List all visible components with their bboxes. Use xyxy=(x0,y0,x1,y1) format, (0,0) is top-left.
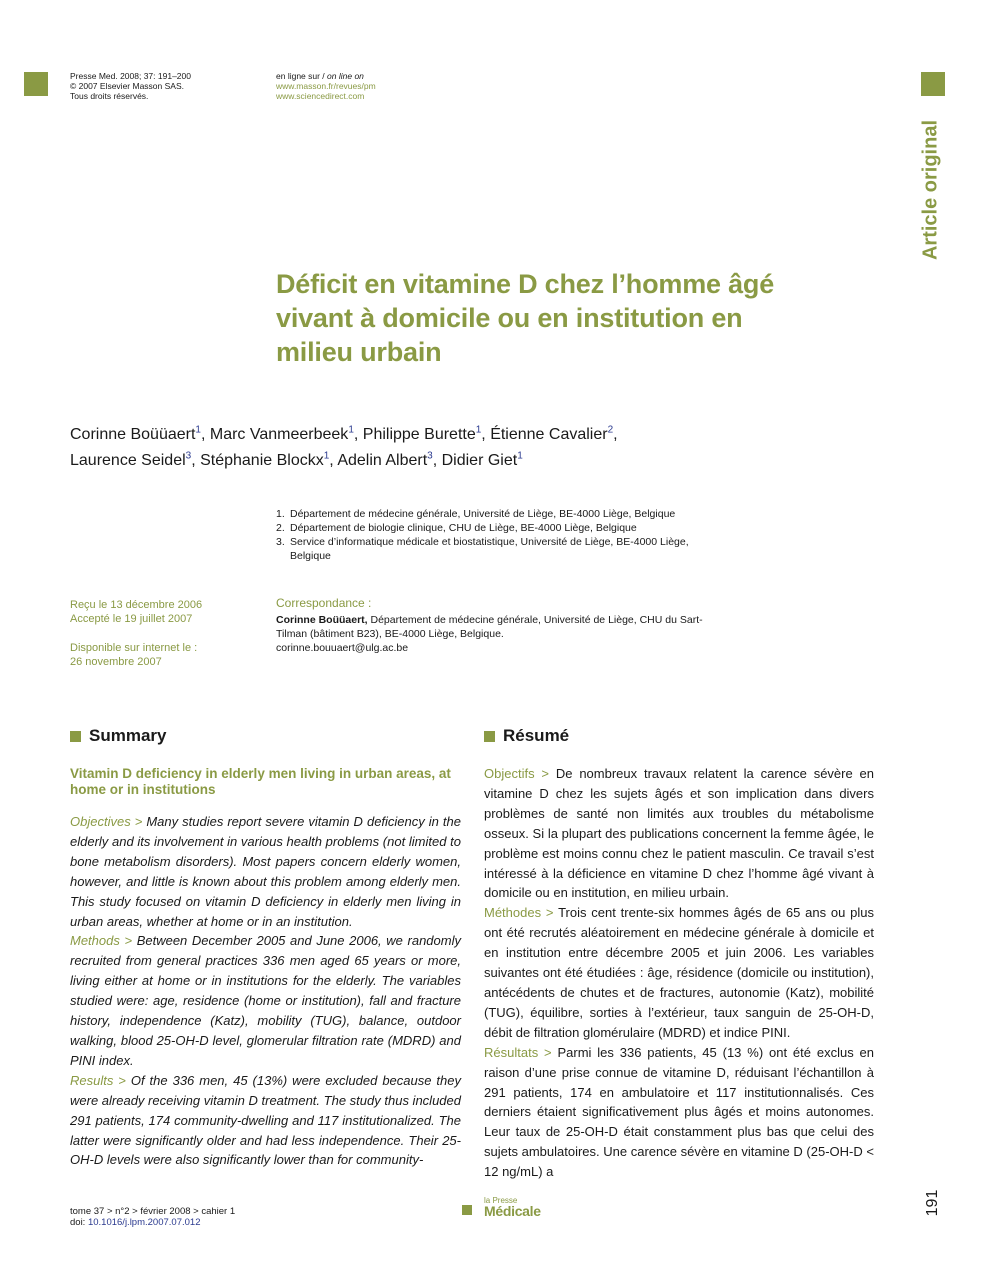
online-date: 26 novembre 2007 xyxy=(70,656,162,668)
journal-line: © 2007 Elsevier Masson SAS. xyxy=(70,81,184,91)
section-label-container xyxy=(906,120,956,260)
journal-info xyxy=(70,71,250,101)
received-date: Reçu le 13 décembre 2006 xyxy=(70,599,203,611)
logo-small-text: la Presse xyxy=(484,1196,518,1205)
online-italic: on line on xyxy=(327,71,364,81)
resume-paragraph: Méthodes > Trois cent trente-six hommes âgés de 65 ans ou plus ont été recrutés aléatoirement en médecine générale à domicile et en institution entre décembre 2005 et juin 2006. Les variables suivantes ont été étudiées : âge, résidence (domicile ou institution), antécédents de chutes et de fractures, autonomie (Katz), mobilité (TUG), équilibre, sorties à l’extérieur, taux sanguin de 25-OH-D, débit de filtration glomérulaire (MDRD) et indice PINI. xyxy=(484,905,875,1040)
correspondence-address: Département de médecine générale, Université de Liège, CHU du Sart-Tilman (bâtiment B23), BE-4000 Liège, Belgique. xyxy=(276,614,703,640)
summary-heading: Summary xyxy=(70,726,166,746)
author: Philippe Burette$^1$, xyxy=(362,425,491,444)
author: Étienne Cavalier$^2$, xyxy=(490,425,618,444)
resume-paragraph: Objectifs > De nombreux travaux relatent la carence sévère en vitamine D chez les sujets âgés et son implication dans divers problèmes de santé non limités aux troubles du métabolisme osseux. Si la plupart des publications concernent la femme âgée, le problème est moins connu chez le patient masculin. Ce travail s’est intéressé à la déficience en vitamine D chez l’homme âgé vivant à domicile ou en institution, en milieu urbain. xyxy=(484,766,875,901)
correspondence-email[interactable]: corinne.bouuaert@ulg.ac.be xyxy=(276,642,409,654)
correspondence-name: Corinne Boüüaert, xyxy=(276,614,368,626)
author: Adelin Albert$^3$, xyxy=(337,450,442,469)
correspondence-label: Correspondance : xyxy=(276,596,372,610)
affiliation: 2. Département de biologie clinique, CHU de Liège, BE-4000 Liège, Belgique xyxy=(276,522,637,534)
author: Didier Giet$^1$ xyxy=(441,450,523,469)
url-sciencedirect[interactable]: www.sciencedirect.com xyxy=(276,91,365,101)
affiliation: 1. Département de médecine générale, Université de Liège, BE-4000 Liège, Belgique xyxy=(276,508,676,520)
journal-line: Tous droits réservés. xyxy=(70,91,149,101)
accepted-date: Accepté le 19 juillet 2007 xyxy=(70,613,193,625)
author: Marc Vanmeerbeek$^1$, xyxy=(209,425,363,444)
corner-square-right xyxy=(921,72,945,96)
author: Corinne Boüüaert$^1$, xyxy=(70,425,210,444)
dates-received xyxy=(70,598,202,626)
doi-label: doi: xyxy=(70,1217,88,1228)
resume-paragraph: Résultats > Parmi les 336 patients, 45 (13 %) ont été exclus en raison d’une prise connue de vitamine D, réduisant l’échantillon à 291 patients, 174 en ambulatoire et 117 institutionnalisés. Ces derniers étaient significativement plus âgés et moins autonomes. Leur taux de 25-OH-D était constamment plus bas que celui des sujets ambulatoires. Une carence sévère en vitamine D (25-OH-D < 12 ng/mL) a xyxy=(484,1044,875,1180)
online-prefix: en ligne sur / xyxy=(276,71,328,81)
affiliation-list xyxy=(276,507,696,563)
footer-info xyxy=(70,1206,235,1228)
resume-heading: Résumé xyxy=(484,726,569,746)
summary-paragraph: Methods > Between December 2005 and June 2006, we randomly recruited from general practices 336 men aged 65 years or more, living either at home or in institutions for the elderly. The variables studied were: age, residence (home or institution), fall and fracture history, independence (Katz), mobility (TUG), balance, outdoor walking, blood 25-OH-D level, glomerular filtration rate (MDRD) and PINI index. xyxy=(70,933,461,1068)
summary-body xyxy=(70,812,461,1170)
correspondence xyxy=(276,595,716,655)
online-label: Disponible sur internet le : xyxy=(70,642,198,654)
section-label: Article original xyxy=(919,119,942,261)
author-list xyxy=(70,420,710,471)
summary-paragraph: Objectives > Many studies report severe vitamin D deficiency in the elderly and its involvement in various health problems (not limited to bone metabolism disorders). Most papers concern elderly women, however, and little is known about this problem among elderly men. This study focused on vitamin D deficiency in elderly men living in urban areas, whether at home or in an institution. xyxy=(70,814,461,929)
article-title: Déficit en vitamine D chez l’homme âgé vivant à domicile ou en institution en milieu urbain xyxy=(276,269,775,367)
square-bullet-icon xyxy=(70,731,81,742)
corner-square-left xyxy=(24,72,48,96)
doi-link[interactable]: 10.1016/j.lpm.2007.07.012 xyxy=(87,1217,201,1228)
author: Laurence Seidel$^3$, xyxy=(70,450,201,469)
url-masson[interactable]: www.masson.fr/revues/pm xyxy=(276,81,376,91)
page-number-container xyxy=(918,1188,948,1218)
dates-online xyxy=(70,641,197,669)
resume-body xyxy=(484,764,874,1182)
issue-info: tome 37 > n°2 > février 2008 > cahier 1 xyxy=(70,1206,236,1217)
summary-subtitle: Vitamin D deficiency in elderly men living in urban areas, at home or in institutions xyxy=(70,766,451,797)
affiliation: 3. Service d’informatique médicale et biostatistique, Université de Liège, BE-4000 Liège, Belgique xyxy=(276,536,689,562)
logo-big-text: Médicale xyxy=(484,1203,541,1219)
page-number: 191 xyxy=(924,1189,941,1217)
journal-logo xyxy=(462,1196,572,1220)
logo-square-icon xyxy=(462,1205,472,1215)
journal-line: Presse Med. 2008; 37: 191–200 xyxy=(70,71,191,81)
author: Stéphanie Blockx$^1$, xyxy=(200,450,338,469)
summary-paragraph: Results > Of the 336 men, 45 (13%) were excluded because they were already receiving vitamin D treatment. The study thus included 291 patients, 174 community-dwelling and 117 institutionalized. The latter were significantly older and had less independence. Their 25-OH-D levels were also significantly lower than for community- xyxy=(70,1072,461,1168)
online-info xyxy=(276,71,476,101)
square-bullet-icon xyxy=(484,731,495,742)
